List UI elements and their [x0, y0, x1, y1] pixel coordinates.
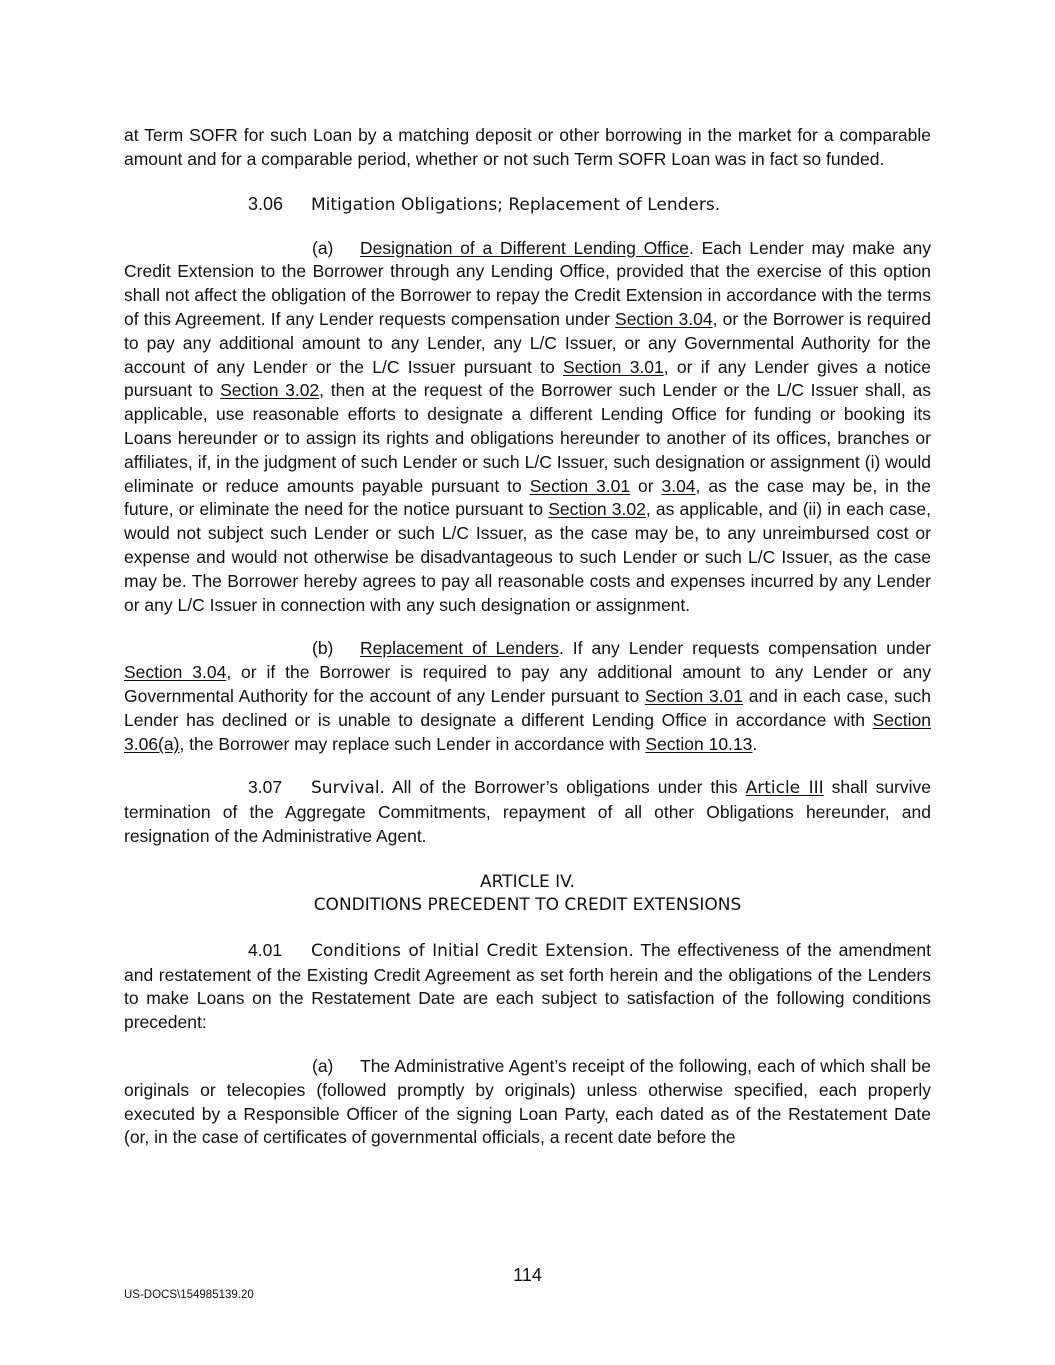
section-title: Conditions of Initial Credit Extension.	[311, 940, 634, 961]
section-title: Mitigation Obligations; Replacement of Lenders.	[311, 194, 721, 215]
cross-reference: 3.04	[661, 475, 696, 496]
section-4-01-a: (a) The Administrative Agent’s receipt of the following, each of which shall be originals or telecopies (followed promptly by originals) unless otherwise specified, each properly executed by a Responsible Officer of the signing Loan Party, each dated as of the Restatement Date (or, in the case of certificates of governmental officials, a recent date before the	[124, 1055, 931, 1148]
subsection-label: (a)	[312, 1055, 334, 1076]
cross-reference: Section 3.01	[529, 475, 631, 496]
article-heading	[124, 871, 931, 917]
section-3-07: 3.07 Survival. All of the Borrower’s obligations under this Article III shall survive termination of the Aggregate Commitments, repayment of all other Obligations hereunder, and resignation of the Administrative Agent.	[124, 777, 931, 846]
cross-reference: Article III	[745, 778, 824, 799]
cross-reference: Section 3.04	[615, 308, 713, 329]
document-id-footer: US-DOCS\154985139.20	[124, 1289, 254, 1301]
cross-reference: Section 3.02	[548, 499, 646, 520]
section-3-06-b: (b) Replacement of Lenders. If any Lender requests compensation under Section 3.04, or if the Borrower is required to pay any additional amount to any Lender or any Governmental Authority for the account of any Lender pursuant to Section 3.01 and in each case, such Lender has declined or is unable to designate a different Lending Office in accordance with Section 3.06(a), the Borrower may replace such Lender in accordance with Section 10.13.	[124, 638, 932, 754]
subsection-heading: Replacement of Lenders	[360, 638, 559, 659]
article-number: ARTICLE IV.	[480, 871, 575, 892]
cross-reference: Section 10.13	[645, 733, 753, 754]
article-title: CONDITIONS PRECEDENT TO CREDIT EXTENSIONS	[313, 894, 742, 915]
section-title: Survival.	[311, 778, 385, 799]
section-number: 4.01	[248, 939, 283, 960]
section-3-06-heading	[124, 192, 931, 217]
cross-reference: Section 3.06(a)	[124, 709, 931, 754]
section-number: 3.07	[248, 777, 283, 798]
section-number: 3.06	[248, 193, 284, 214]
subsection-heading: Designation of a Different Lending Office	[360, 237, 689, 258]
page-number: 114	[513, 1265, 542, 1285]
cross-reference: Section 3.02	[220, 380, 320, 401]
cross-reference: Section 3.04	[124, 662, 227, 683]
cross-reference: Section 3.01	[563, 356, 664, 377]
cross-reference: Section 3.01	[644, 685, 744, 706]
section-3-06-a: (a) Designation of a Different Lending Office. Each Lender may make any Credit Extension to the Borrower through any Lending Office, provided that the exercise of this option shall not affect the obligation of the Borrower to repay the Credit Extension in accordance with the terms of this Agreement. If any Lender requests compensation under Section 3.04, or the Borrower is required to pay any additional amount to any Lender, any L/C Issuer, or any Governmental Authority for the account of any Lender or the L/C Issuer pursuant to Section 3.01, or if any Lender gives a notice pursuant to Section 3.02, then at the request of the Borrower such Lender or the L/C Issuer shall, as applicable, use reasonable efforts to designate a different Lending Office for funding or booking its Loans hereunder or to assign its rights and obligations hereunder to another of its offices, branches or affiliates, if, in the judgment of such Lender or such L/C Issuer, such designation or assignment (i) would eliminate or reduce amounts payable pursuant to Section 3.01 or 3.04, as the case may be, in the future, or eliminate the need for the notice pursuant to Section 3.02, as applicable, and (ii) in each case, would not subject such Lender or such L/C Issuer, as the case may be, to any unreimbursed cost or expense and would not otherwise be disadvantageous to such Lender or such L/C Issuer, as the case may be. The Borrower hereby agrees to pay all reasonable costs and expenses incurred by any Lender or any L/C Issuer in connection with any such designation or assignment.	[124, 237, 932, 615]
document-body	[124, 124, 931, 1150]
subsection-label: (a)	[312, 237, 334, 258]
paragraph-continuation: at Term SOFR for such Loan by a matching deposit or other borrowing in the market for a comparable amount and for a comparable period, whether or not such Term SOFR Loan was in fact so funded.	[124, 125, 931, 169]
section-4-01: 4.01 Conditions of Initial Credit Extension. The effectiveness of the amendment and restatement of the Existing Credit Agreement as set forth herein and the obligations of the Lenders to make Loans on the Restatement Date are each subject to satisfaction of the following conditions precedent:	[124, 939, 931, 1033]
subsection-label: (b)	[312, 638, 334, 659]
